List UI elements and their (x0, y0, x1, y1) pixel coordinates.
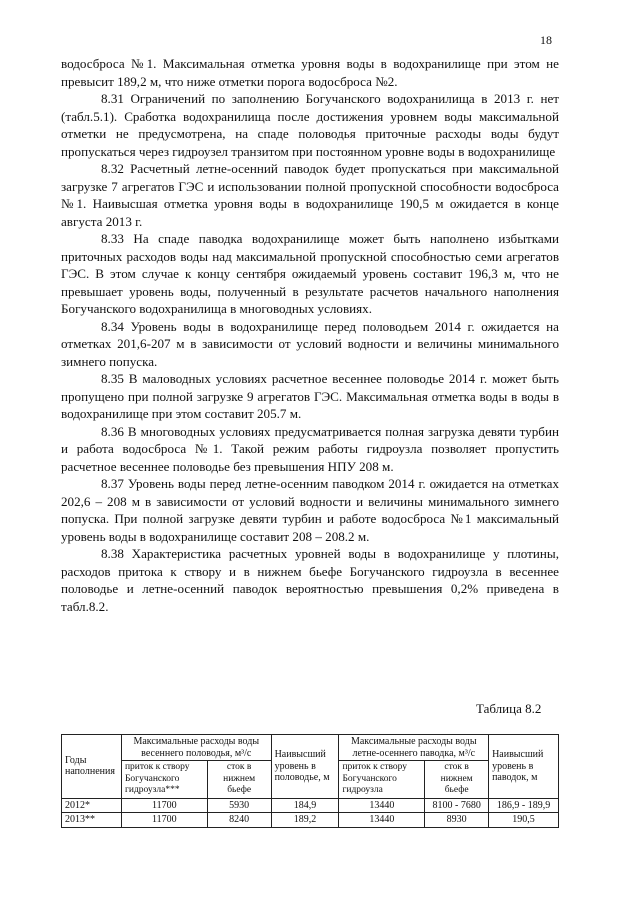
table-row (62, 813, 559, 828)
cell-year: 2013** (62, 813, 122, 828)
cell-summer-level: 190,5 (489, 813, 559, 828)
page-number: 18 (540, 33, 552, 47)
paragraph: водосброса №1. Максимальная отметка уровня воды в водохранилище при этом не превысит 189,2 м, что ниже отметки порога водосброса №2. (61, 56, 559, 89)
cell-spring-runoff: 5930 (207, 798, 271, 813)
header-spring-group: Максимальные расходы воды весеннего половодья, м³/с (121, 735, 271, 761)
paragraph: 8.34 Уровень воды в водохранилище перед половодьем 2014 г. ожидается на отметках 201,6-207 м в зависимости от условий водности и величины минимального зимнего попуска. (61, 318, 559, 369)
table-caption: Таблица 8.2 (476, 701, 542, 716)
cell-spring-level: 189,2 (271, 813, 339, 828)
paragraph: 8.35 В маловодных условиях расчетное весеннее половодье 2014 г. может быть пропущено при полной загрузке 9 агрегатов ГЭС. Максимальная отметка воды в воды в водохранилище при этом составит 205.7 м. (61, 371, 559, 421)
paragraph: 8.33 На спаде паводка водохранилище может быть наполнено избытками приточных расходов воды над максимальной пропускной способностью семи агрегатов ГЭС. В этом случае к концу сентября ожидаемый уровень составит 196,3 м, что не превышает уровень воды, полученный в результате расчетов начального наполнения Богучанского водохранилища в многоводных условиях. (61, 231, 559, 316)
cell-summer-inflow: 13440 (339, 813, 425, 828)
header-summer-inflow: приток к створу Богучанского гидроузла (339, 761, 425, 799)
header-summer-group: Максимальные расходы воды летне-осеннего паводка, м³/с (339, 735, 489, 761)
data-table (61, 734, 559, 828)
header-summer-level: Наивысший уровень в паводок, м (489, 735, 559, 799)
paragraph: 8.38 Характеристика расчетных уровней воды в водохранилище у плотины, расходов притока к створу и в нижнем бьефе Богучанского гидроузла в весеннее половодье и летне-осенний паводок вероятностью превышения 0,2% приведена в табл.8.2. (61, 546, 559, 614)
cell-year: 2012* (62, 798, 122, 813)
header-years: Годы наполнения (62, 735, 122, 799)
paragraph: 8.37 Уровень воды перед летне-осенним паводком 2014 г. ожидается на отметках 202,6 – 208 м в зависимости от условий водности и величины минимального зимнего попуска. При полной загрузке девяти турбин и работе водосброса №1 максимальный уровень воды в водохранилище составит 208 – 208.2 м. (61, 476, 559, 544)
paragraph: 8.32 Расчетный летне-осенний паводок будет пропускаться при максимальной загрузке 7 агрегатов ГЭС и использовании полной пропускной способности водосброса №1. Наивысшая отметка уровня воды в водохранилище 190,5 м ожидается в конце августа 2013 г. (61, 161, 559, 229)
cell-summer-level: 186,9 - 189,9 (489, 798, 559, 813)
header-summer-runoff: сток в нижнем бьефе (425, 761, 489, 799)
header-spring-level: Наивысший уровень в половодье, м (271, 735, 339, 799)
paragraph: 8.31 Ограничений по заполнению Богучанского водохранилища в 2013 г. нет (табл.5.1). Сработка водохранилища после достижения уровнем воды максимальной отметки не предусмотрена, на спаде половодья приточные расходы воды будут пропускаться через гидроузел транзитом при постоянном уровне воды в водохранилище (61, 91, 559, 159)
cell-spring-level: 184,9 (271, 798, 339, 813)
header-spring-inflow: приток к створу Богучанского гидроузла*** (121, 761, 207, 799)
document-body (61, 55, 559, 615)
cell-summer-inflow: 13440 (339, 798, 425, 813)
cell-summer-runoff: 8100 - 7680 (425, 798, 489, 813)
cell-spring-runoff: 8240 (207, 813, 271, 828)
table-row (62, 798, 559, 813)
cell-spring-inflow: 11700 (121, 813, 207, 828)
cell-summer-runoff: 8930 (425, 813, 489, 828)
paragraph: 8.36 В многоводных условиях предусматривается полная загрузка девяти турбин и работа водосброса №1. Такой режим работы гидроузла позволяет пропустить расчетное весеннее половодье без превышения НПУ 208 м. (61, 423, 559, 474)
table-header-row (62, 735, 559, 761)
header-spring-runoff: сток в нижнем бьефе (207, 761, 271, 799)
cell-spring-inflow: 11700 (121, 798, 207, 813)
